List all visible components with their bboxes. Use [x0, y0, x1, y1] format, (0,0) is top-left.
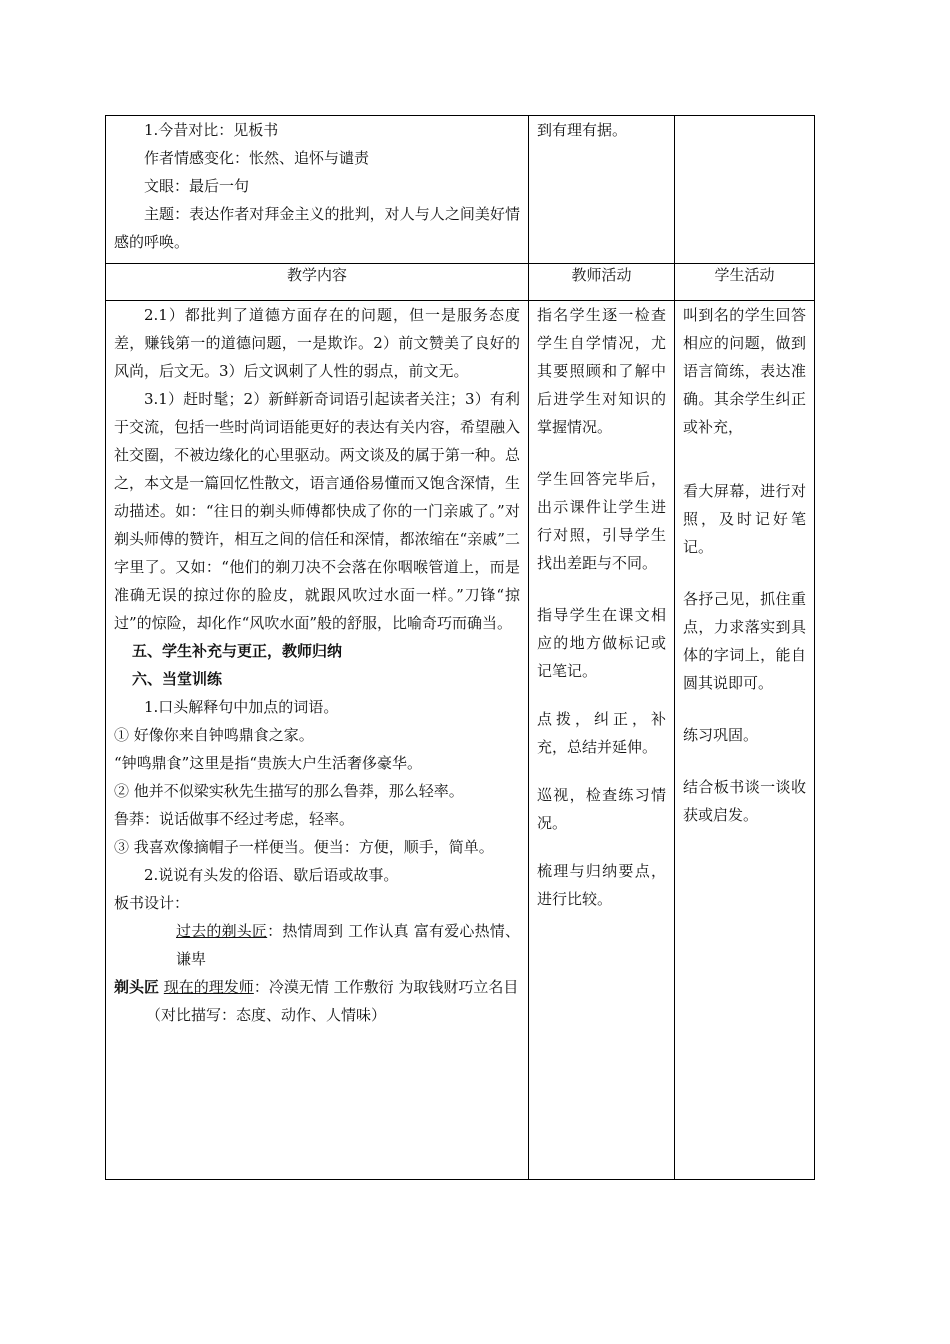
board-now-label: 现在的理发师 [163, 978, 254, 996]
content-paragraph-1: 2.1）都批判了道德方面存在的问题，但一是服务态度差，赚钱第一的道德问题，一是欺诈。2）前文赞美了良好的风尚，后文无。3）后文讽刺了人性的弱点，前文无。 [114, 306, 520, 380]
teacher-activity-3: 指导学生在课文相应的地方做标记或记笔记。 [537, 606, 666, 680]
board-title: 板书设计： [114, 894, 190, 912]
student-activity-5: 结合板书谈一谈收获或启发。 [683, 778, 806, 824]
student-activity-3: 各抒己见，抓住重点，力求落实到具体的字词上，能自圆其说即可。 [683, 590, 806, 692]
board-now-text: ：冷漠无情 工作敷衍 为取钱财巧立名目 [253, 978, 519, 996]
teacher-activity-5: 巡视，检查练习情况。 [537, 786, 666, 832]
student-activity-cell [675, 301, 815, 1180]
lesson-plan-table [105, 115, 815, 1180]
summary-line-1: 1.今昔对比：见板书 [144, 121, 279, 139]
summary-line-3: 文眼：最后一句 [144, 177, 250, 195]
task-2: 2.说说有头发的俗语、歇后语或故事。 [144, 866, 399, 884]
student-activity-4: 练习巩固。 [683, 726, 759, 744]
content-cell [106, 301, 529, 1180]
teacher-activity-6: 梳理与归纳要点，进行比较。 [537, 862, 666, 908]
student-activity-2: 看大屏幕，进行对照，及时记好笔记。 [683, 482, 806, 556]
main-row [106, 301, 815, 1180]
summary-teacher-note: 到有理有据。 [537, 121, 628, 139]
header-student: 学生活动 [675, 264, 815, 301]
summary-cell [106, 116, 529, 264]
example-1: ① 好像你来自钟鸣鼎食之家。 [114, 726, 314, 744]
teacher-activity-1: 指名学生逐一检查学生自学情况，尤其要照顾和了解中后进学生对知识的掌握情况。 [537, 306, 666, 436]
board-past-text: ：热情周到 工作认真 富有爱心热情、谦卑 [176, 922, 520, 968]
summary-teacher-cell [529, 116, 675, 264]
teacher-activity-cell [529, 301, 675, 1180]
task-1: 1.口头解释句中加点的词语。 [144, 698, 339, 716]
example-1-answer: “钟鸣鼎食”这里是指“贵族大户生活奢侈豪华。 [114, 754, 423, 772]
section-6-heading: 六、当堂训练 [132, 670, 223, 688]
board-past-label: 过去的剃头匠 [176, 922, 268, 940]
board-now [114, 973, 520, 1001]
teacher-activity-4: 点拨，纠正，补充，总结并延伸。 [537, 710, 666, 756]
student-activity-1: 叫到名的学生回答相应的问题，做到语言简练，表达准确。其余学生纠正或补充， [683, 306, 806, 436]
summary-row [106, 116, 815, 264]
board-past [114, 917, 520, 973]
summary-line-4: 主题：表达作者对拜金主义的批判，对人与人之间美好情感的呼唤。 [114, 205, 520, 251]
section-5-heading: 五、学生补充与更正，教师归纳 [132, 642, 343, 660]
header-row [106, 264, 815, 301]
board-main-label: 剃头匠 [114, 978, 160, 996]
example-2: ② 他并不似梁实秋先生描写的那么鲁莽，那么轻率。 [114, 782, 464, 800]
example-2-answer: 鲁莽：说话做事不经过考虑，轻率。 [114, 810, 355, 828]
teacher-activity-2: 学生回答完毕后，出示课件让学生进行对照，引导学生找出差距与不同。 [537, 470, 666, 572]
summary-line-2: 作者情感变化：怅然、追怀与谴责 [144, 149, 370, 167]
header-teacher: 教师活动 [529, 264, 675, 301]
example-3: ③ 我喜欢像摘帽子一样便当。便当：方便，顺手，简单。 [114, 838, 494, 856]
summary-student-cell [675, 116, 815, 264]
board-note: （对比描写：态度、动作、人情味） [146, 1006, 387, 1024]
content-paragraph-2: 3.1）赶时髦；2）新鲜新奇词语引起读者关注；3）有利于交流，包括一些时尚词语能更好的表达有关内容，希望融入社交圈，不被边缘化的心里驱动。两文谈及的属于第一种。总之，本文是一篇回忆性散文，语言通俗易懂而又饱含深情，生动描述。如：“往日的剃头师傅都快成了你的一门亲戚了。”对剃头师傅的赞许，相互之间的信任和深情，都浓缩在“亲戚”二字里了。又如：“他们的剃刀决不会落在你咽喉管道上，而是准确无误的掠过你的脸皮，就跟风吹过水面一样。”刀锋“掠过”的惊险，却化作“风吹水面”般的舒服，比喻奇巧而确当。 [114, 390, 520, 632]
header-content: 教学内容 [106, 264, 529, 301]
